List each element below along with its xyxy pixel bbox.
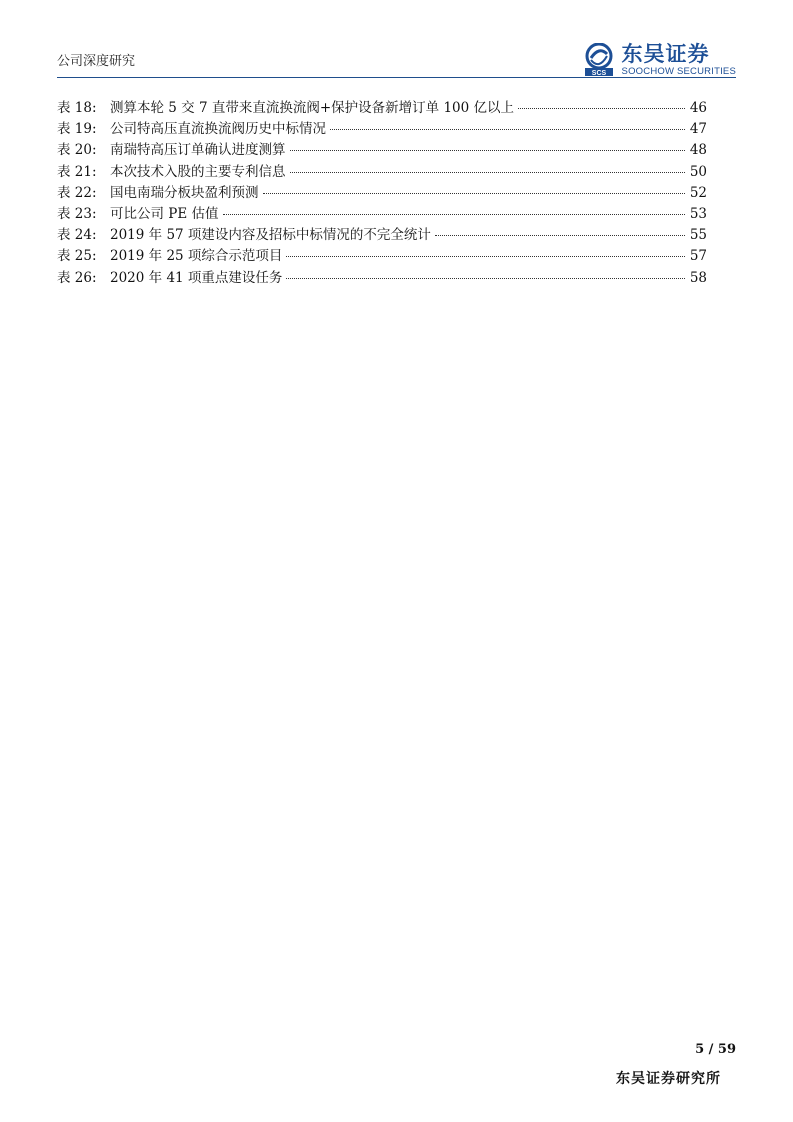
company-logo xyxy=(582,43,736,77)
toc-title: 国电南瑞分板块盈利预测 xyxy=(110,184,259,201)
toc-page: 47 xyxy=(689,121,707,138)
toc-title: 南瑞特高压订单确认进度测算 xyxy=(110,142,286,159)
logo-name-cn: 东吴证券 xyxy=(621,41,710,66)
toc-page: 58 xyxy=(689,269,707,286)
toc-title: 2020 年 41 项重点建设任务 xyxy=(110,269,283,286)
toc-page: 57 xyxy=(689,248,707,265)
report-type-label: 公司深度研究 xyxy=(57,54,136,69)
logo-name-en: SOOCHOW SECURITIES xyxy=(621,65,736,77)
toc-leader xyxy=(263,193,686,194)
toc-leader xyxy=(435,235,685,236)
toc-title: 公司特高压直流换流阀历史中标情况 xyxy=(110,121,326,138)
footer-org-name: 东吴证券研究所 xyxy=(616,1071,721,1087)
toc-page: 46 xyxy=(689,100,707,116)
toc-title: 2019 年 25 项综合示范项目 xyxy=(110,248,283,265)
toc-label: 表 22: xyxy=(57,184,97,201)
soochow-logo-icon xyxy=(582,43,616,77)
toc-label: 表 23: xyxy=(57,205,97,222)
toc-leader xyxy=(223,214,685,215)
toc-leader xyxy=(290,150,686,151)
toc-label: 表 20: xyxy=(57,142,97,159)
toc-entry[interactable] xyxy=(57,160,707,181)
toc-page: 50 xyxy=(689,163,707,180)
toc-leader xyxy=(286,256,685,257)
toc-label: 表 19: xyxy=(57,121,97,138)
toc-entry[interactable] xyxy=(57,138,707,159)
toc-leader xyxy=(286,278,685,279)
toc-page: 55 xyxy=(689,227,707,244)
toc-label: 表 25: xyxy=(57,248,97,265)
table-of-contents xyxy=(57,96,707,287)
toc-leader xyxy=(518,108,685,109)
toc-label: 表 18: xyxy=(57,100,97,116)
toc-title: 2019 年 57 项建设内容及招标中标情况的不完全统计 xyxy=(110,227,431,244)
toc-title: 测算本轮 5 交 7 直带来直流换流阀+保护设备新增订单 100 亿以上 xyxy=(110,100,515,116)
toc-entry[interactable] xyxy=(57,181,707,202)
toc-entry[interactable] xyxy=(57,266,707,287)
page-number: 5 / 59 xyxy=(695,1042,736,1057)
toc-entry[interactable] xyxy=(57,223,707,244)
toc-entry[interactable] xyxy=(57,117,707,138)
toc-title: 可比公司 PE 估值 xyxy=(110,205,219,222)
toc-page: 52 xyxy=(689,184,707,201)
toc-entry[interactable] xyxy=(57,202,707,223)
header-divider xyxy=(57,77,736,78)
toc-leader xyxy=(330,129,685,130)
toc-label: 表 21: xyxy=(57,163,97,180)
toc-label: 表 26: xyxy=(57,269,97,286)
toc-leader xyxy=(290,172,686,173)
toc-label: 表 24: xyxy=(57,227,97,244)
toc-title: 本次技术入股的主要专利信息 xyxy=(110,163,286,180)
toc-entry[interactable] xyxy=(57,96,707,117)
toc-page: 48 xyxy=(689,142,707,159)
toc-entry[interactable] xyxy=(57,244,707,265)
toc-page: 53 xyxy=(689,205,707,222)
logo-mark-text: SCS xyxy=(591,70,606,77)
